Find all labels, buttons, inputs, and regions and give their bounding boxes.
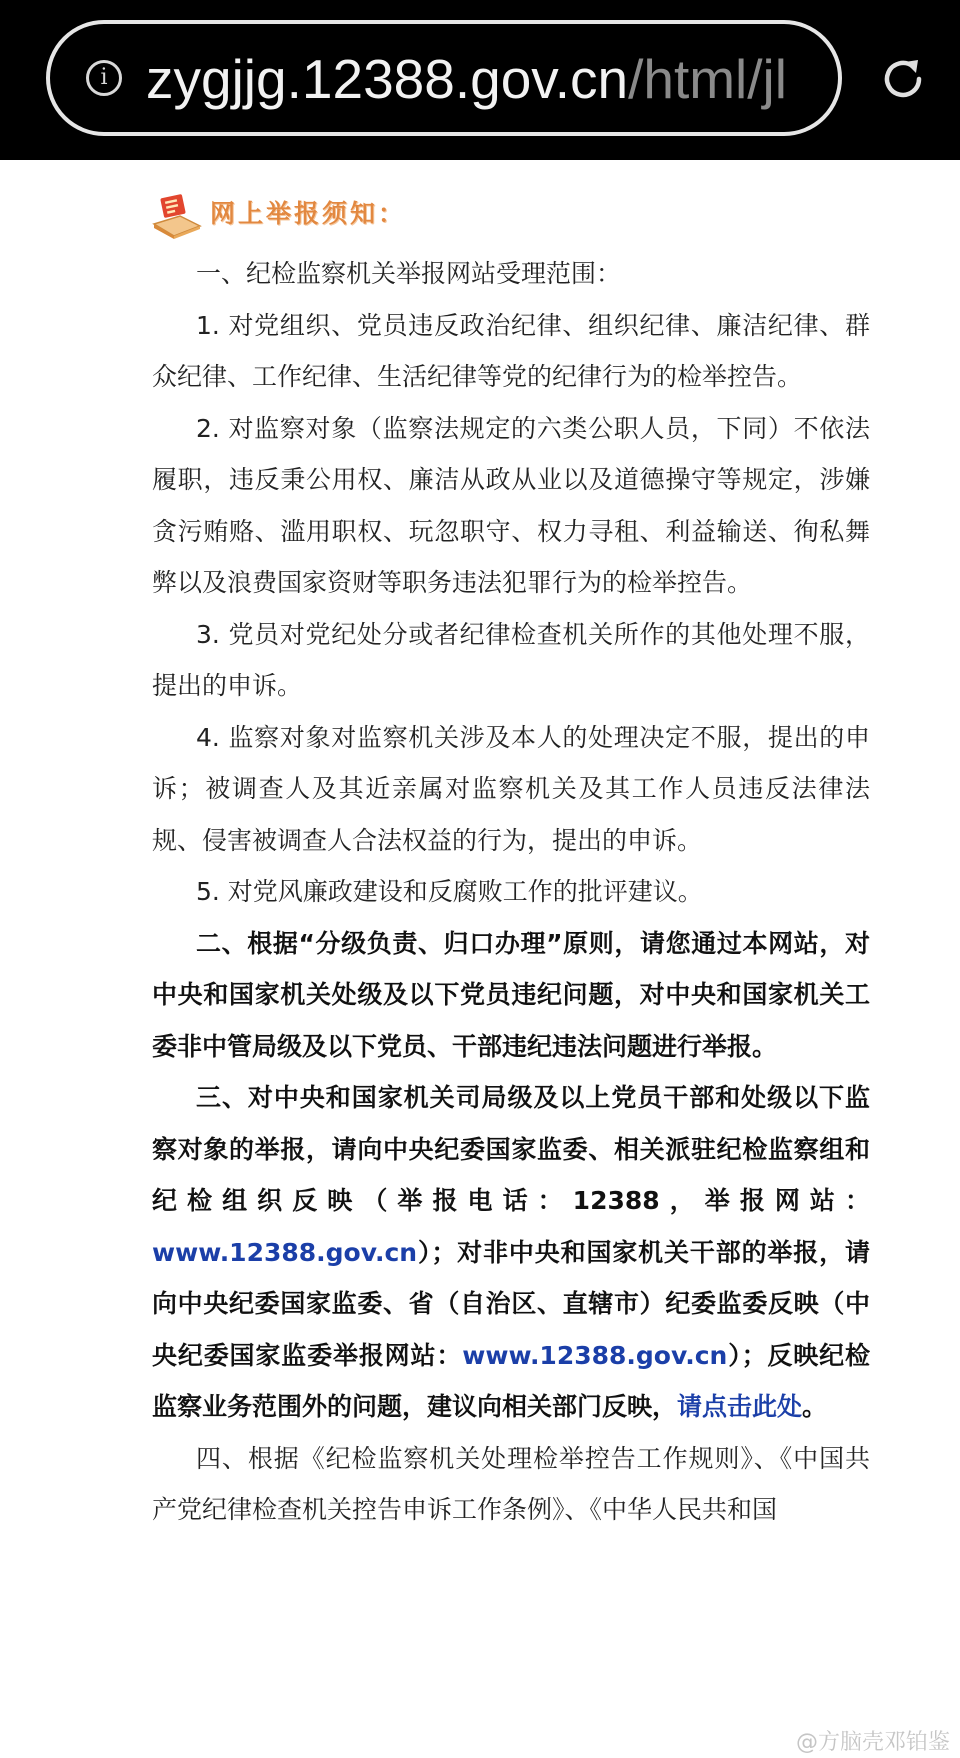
section-3-text-2: ）；对非中央和国家机关干部的举报，请向中央纪委国家监委、省（自治区、直辖市）纪委监委反映（中央纪委国家监委举报网站：	[152, 1237, 870, 1370]
section-3-text-1: 三、对中央和国家机关司局级及以上党员干部和处级以下监察对象的举报，请向中央纪委国家监委、相关派驻纪检监察组和纪检组织反映（举报电话：12388，举报网站：	[152, 1083, 870, 1215]
click-here-link[interactable]: 请点击此处	[677, 1392, 803, 1421]
report-site-link-2[interactable]: www.12388.gov.cn	[462, 1340, 728, 1370]
section-1-item-1: 1. 对党组织、党员违反政治纪律、组织纪律、廉洁纪律、群众纪律、工作纪律、生活纪律等党的纪律行为的检举控告。	[152, 310, 870, 391]
info-icon[interactable]: i	[86, 60, 122, 96]
weibo-watermark: @方脑壳邓铂鉴	[795, 1730, 950, 1755]
section-1-heading: 一、纪检监察机关举报网站受理范围：	[196, 259, 622, 288]
url-field[interactable]	[46, 20, 842, 136]
section-1-item-3: 3. 党员对党纪处分或者纪律检查机关所作的其他处理不服，提出的申诉。	[152, 619, 870, 700]
report-site-link-1[interactable]: www.12388.gov.cn	[152, 1237, 418, 1267]
section-1-item-4: 4. 监察对象对监察机关涉及本人的处理决定不服，提出的申诉；被调查人及其近亲属对监察机关及其工作人员违反法律法规、侵害被调查人合法权益的行为，提出的申诉。	[152, 722, 870, 855]
section-2: 二、根据“分级负责、归口办理”原则，请您通过本网站，对中央和国家机关处级及以下党员违纪问题，对中央和国家机关工委非中管局级及以下党员、干部违纪违法问题进行举报。	[152, 928, 870, 1061]
notice-book-icon	[150, 190, 204, 240]
section-1-item-5: 5. 对党风廉政建设和反腐败工作的批评建议。	[196, 877, 703, 906]
section-1-item-2: 2. 对监察对象（监察法规定的六类公职人员，下同）不依法履职，违反秉公用权、廉洁从政从业以及道德操守等规定，涉嫌贪污贿赂、滥用职权、玩忽职守、权力寻租、利益输送、徇私舞弊以及浪费国家资财等职务违法犯罪行为的检举控告。	[152, 413, 870, 597]
url-text[interactable]	[146, 48, 806, 110]
notice-title: 网上举报须知：	[210, 199, 407, 228]
url-domain: zygjjg.12388.gov.cn	[146, 48, 629, 110]
notice-body	[152, 248, 870, 1536]
section-3	[152, 1072, 870, 1433]
section-3-end: 。	[802, 1392, 828, 1421]
browser-address-bar	[0, 0, 960, 160]
reload-icon[interactable]	[878, 54, 928, 104]
url-path: /html/jl	[628, 48, 787, 110]
section-3-text-3: ）；反映纪检监察业务范围外的问题，建议向相关部门反映，	[152, 1340, 870, 1421]
section-4: 四、根据《纪检监察机关处理检举控告工作规则》、《中国共产党纪律检查机关控告申诉工作条例》、《中华人民共和国	[152, 1443, 870, 1524]
